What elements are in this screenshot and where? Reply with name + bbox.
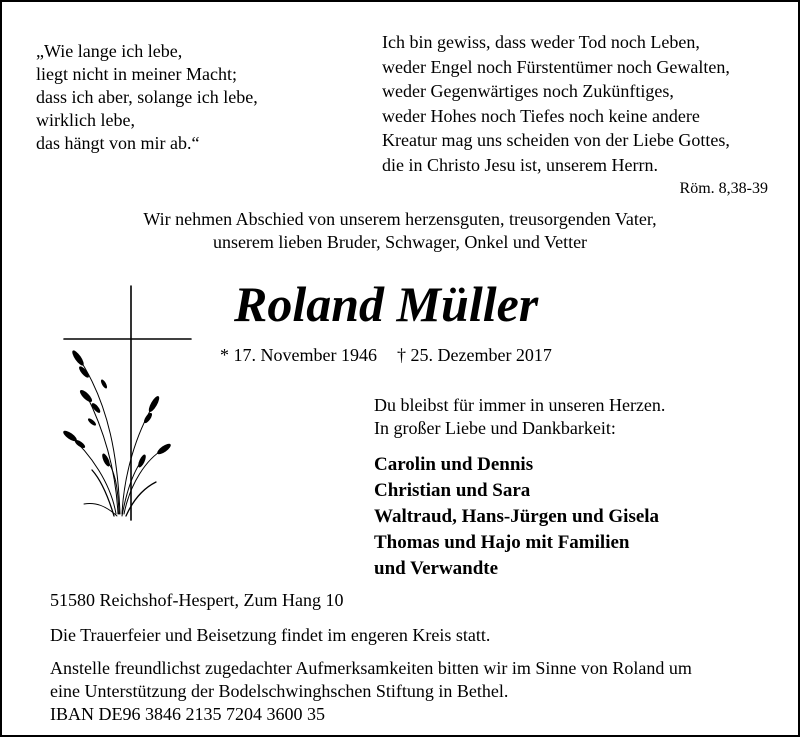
verse-reference: Röm. 8,38-39 — [679, 180, 768, 197]
farewell-intro — [2, 208, 798, 254]
mourner-line: Waltraud, Hans-Jürgen und Gisela — [374, 506, 660, 527]
donation-line: Anstelle freundlichst zugedachter Aufmerksamkeiten bitten wir im Sinne von Roland um — [50, 658, 692, 678]
life-dates — [220, 344, 552, 367]
mourner-line: und Verwandte — [374, 558, 499, 579]
quote-left-line: „Wie lange ich lebe, — [36, 41, 183, 61]
funeral-note: Die Trauerfeier und Beisetzung findet im engeren Kreis statt. — [50, 625, 491, 645]
iban: IBAN DE96 3846 2135 7204 3600 35 — [50, 704, 325, 724]
address: 51580 Reichshof-Hespert, Zum Hang 10 — [50, 590, 344, 610]
mourner-line: Thomas und Hajo mit Familien — [374, 532, 630, 553]
cross-with-wheat-icon — [56, 284, 196, 524]
birth-date: * 17. November 1946 — [220, 345, 377, 365]
bible-verse-line: weder Hohes noch Tiefes noch keine andere — [382, 105, 700, 126]
quote-left-line: das hängt von mir ab.“ — [36, 133, 200, 153]
quote-left-line: wirklich lebe, — [36, 110, 135, 130]
bible-verse-line: weder Engel noch Fürstentümer noch Gewalten, — [382, 56, 730, 77]
quote-left — [36, 40, 258, 155]
bible-verse-line: Ich bin gewiss, dass weder Tod noch Leben, — [382, 32, 700, 52]
bible-verse-line: die in Christo Jesu ist, unserem Herrn. — [382, 154, 658, 175]
bible-verse-line: weder Gegenwärtiges noch Zukünftiges, — [382, 81, 674, 101]
bible-verse-line: Kreatur mag uns scheiden von der Liebe Gottes, — [382, 130, 730, 150]
mourner-line: Christian und Sara — [374, 480, 531, 501]
quote-left-line: liegt nicht in meiner Macht; — [36, 64, 237, 84]
donation-note — [50, 657, 692, 726]
farewell-intro-line: Wir nehmen Abschied von unserem herzensguten, treusorgenden Vater, — [143, 209, 657, 229]
quote-left-line: dass ich aber, solange ich lebe, — [36, 87, 258, 107]
death-date: † 25. Dezember 2017 — [396, 345, 552, 365]
donation-line: eine Unterstützung der Bodelschwinghschen Stiftung in Bethel. — [50, 681, 509, 701]
bible-verse — [382, 30, 730, 177]
remembrance-line: In großer Liebe und Dankbarkeit: — [374, 418, 616, 438]
farewell-intro-line: unserem lieben Bruder, Schwager, Onkel und Vetter — [212, 232, 588, 252]
remembrance-line: Du bleibst für immer in unseren Herzen. — [374, 395, 666, 415]
deceased-name: Roland Müller — [234, 276, 539, 332]
mourners-list — [374, 452, 659, 582]
mourner-line: Carolin und Dennis — [374, 454, 534, 475]
remembrance-text — [374, 394, 665, 440]
